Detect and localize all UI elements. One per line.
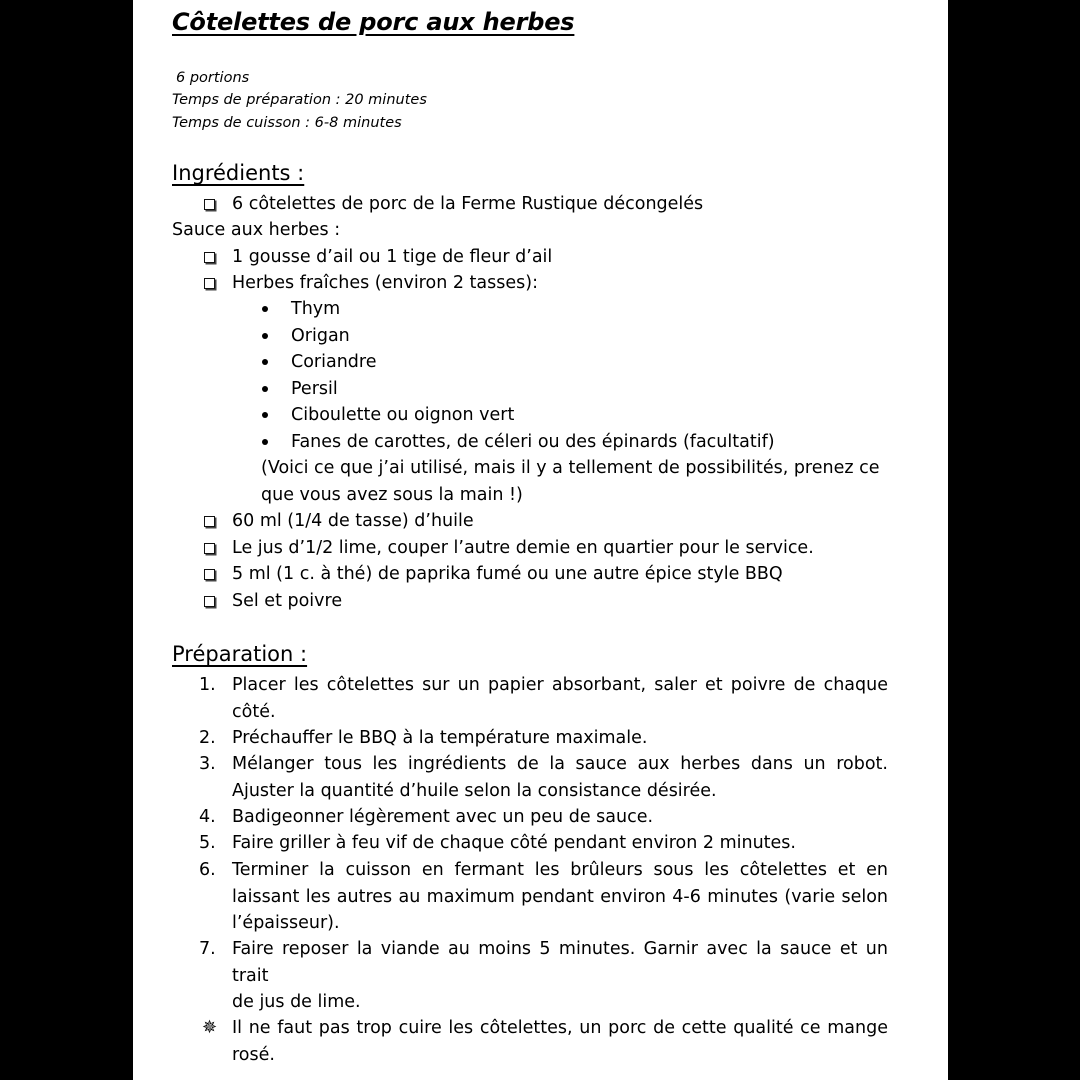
step-text: Faire griller à feu vif de chaque côté pendant environ 2 minutes. — [232, 833, 796, 853]
checkbox-icon — [204, 199, 215, 210]
bullet-icon — [262, 333, 268, 339]
step-number: 1. — [199, 675, 216, 695]
step-number: 4. — [199, 807, 216, 827]
step-text: Mélanger tous les ingrédients de la sauce aux herbes dans un robot. Ajuster la quantité d’huile selon la consistance désirée. — [232, 754, 888, 801]
sauce-label: Sauce aux herbes : — [172, 220, 341, 240]
ingredient-item: 1 gousse d’ail ou 1 tige de fleur d’ail — [232, 247, 553, 267]
asterisk-icon: ✵ — [202, 1017, 218, 1038]
checkbox-icon — [204, 252, 215, 263]
herb-item: Origan — [291, 326, 350, 346]
prep-time: Temps de préparation : 20 minutes — [172, 92, 427, 108]
ingredient-item: 60 ml (1/4 de tasse) d’huile — [232, 511, 474, 531]
bullet-icon — [262, 386, 268, 392]
bullet-icon — [262, 439, 268, 445]
recipe-page — [133, 0, 948, 1080]
checkbox-icon — [204, 596, 215, 607]
preparation-heading: Préparation : — [172, 642, 308, 666]
step-text: Placer les côtelettes sur un papier absorbant, saler et poivre de chaque côté. — [232, 675, 888, 722]
ingredient-item: Herbes fraîches (environ 2 tasses): — [232, 273, 538, 293]
herb-item: Ciboulette ou oignon vert — [291, 405, 515, 425]
portions: 6 portions — [176, 70, 250, 86]
checkbox-icon — [204, 569, 215, 580]
ingredient-item: 5 ml (1 c. à thé) de paprika fumé ou une autre épice style BBQ — [232, 564, 783, 584]
herbs-note: que vous avez sous la main !) — [261, 485, 523, 505]
checkbox-icon — [204, 516, 215, 527]
ingredient-item: Le jus d’1/2 lime, couper l’autre demie en quartier pour le service. — [232, 538, 814, 558]
bullet-icon — [262, 412, 268, 418]
step-text: Badigeonner légèrement avec un peu de sauce. — [232, 807, 654, 827]
bullet-icon — [262, 359, 268, 365]
herbs-note: (Voici ce que j’ai utilisé, mais il y a tellement de possibilités, prenez ce — [261, 458, 880, 478]
herb-item: Coriandre — [291, 352, 377, 372]
step-text: Préchauffer le BBQ à la température maximale. — [232, 728, 648, 748]
herb-item: Thym — [291, 299, 341, 319]
ingredient-item: Sel et poivre — [232, 591, 343, 611]
step-number: 3. — [199, 754, 216, 774]
ingredient-item: 6 côtelettes de porc de la Ferme Rustique décongelés — [232, 194, 704, 214]
note-text: Il ne faut pas trop cuire les côtelettes, un porc de cette qualité ce mange rosé. — [232, 1018, 888, 1065]
step-number: 2. — [199, 728, 216, 748]
step-number: 5. — [199, 833, 216, 853]
step-number: 7. — [199, 939, 216, 959]
herb-item: Fanes de carottes, de céleri ou des épinards (facultatif) — [291, 432, 775, 452]
bullet-icon — [262, 306, 268, 312]
step-number: 6. — [199, 860, 216, 880]
ingredients-heading: Ingrédients : — [172, 161, 305, 185]
step-text: Terminer la cuisson en fermant les brûleurs sous les côtelettes et en laissant les autres au maximum pendant environ 4-6 minutes (varie selon l’épaisseur). — [232, 860, 888, 933]
checkbox-icon — [204, 543, 215, 554]
herb-item: Persil — [291, 379, 338, 399]
recipe-title: Côtelettes de porc aux herbes — [172, 8, 575, 36]
checkbox-icon — [204, 278, 215, 289]
step-text: Faire reposer la viande au moins 5 minutes. Garnir avec la sauce et un trait de jus de lime. — [232, 939, 888, 1012]
cook-time: Temps de cuisson : 6-8 minutes — [172, 115, 402, 131]
